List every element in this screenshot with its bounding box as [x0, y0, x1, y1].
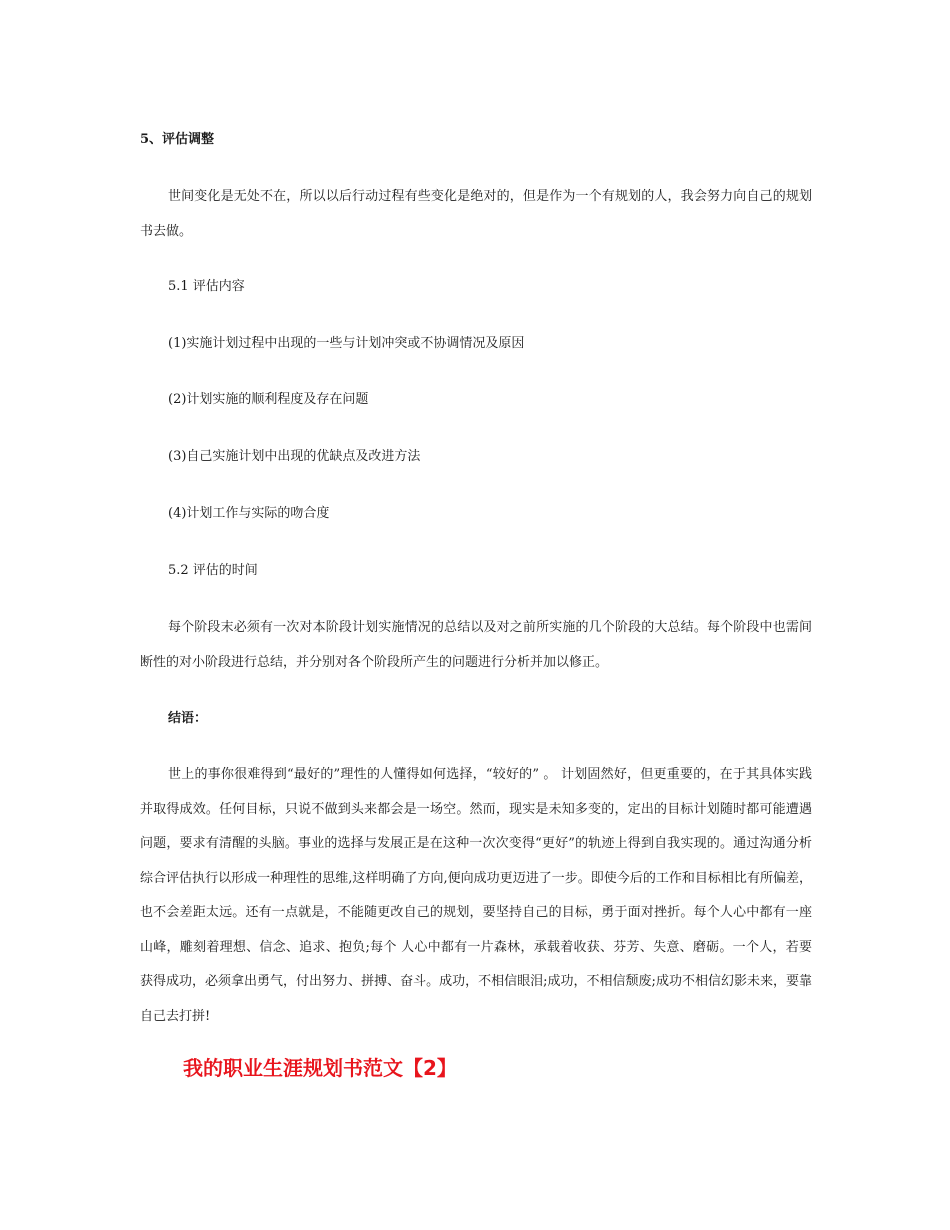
subheading-evaluation-time: 5.2 评估的时间 — [168, 563, 258, 578]
paragraph-conclusion: 世上的事你很难得到“最好的”理性的人懂得如何选择，“较好的” 。 计划固然好，但更重要的，在于其具体实践并取得成效。任何目标，只说不做到头来都会是一场空。然而，现实是未知多变的，定出的目标计划随时都可能遭遇问题，要求有清醒的头脑。事业的选择与发展正是在这种一次次变得“更好”的轨迹上得到自我实现的。通过沟通分析综合评估执行以形成一种理性的思维,这样明确了方向,便向成功更迈进了一步。即使今后的工作和目标相比有所偏差，也不会差距太远。还有一点就是，不能随更改自己的规划，要坚持自己的目标，勇于面对挫折。每个人心中都有一座山峰，雕刻着理想、信念、追求、抱负;每个 人心中都有一片森林，承载着收获、芬芳、失意、磨砺。一个人，若要 获得成功，必须拿出勇气，付出努力、拼搏、奋斗。成功，不相信眼泪;成功，不相信颓废;成功不相信幻影未来，要靠自己去打拼! — [140, 767, 812, 1024]
subheading-evaluation-content: 5.1 评估内容 — [168, 279, 245, 294]
list-item: (4)计划工作与实际的吻合度 — [168, 506, 330, 521]
heading-conclusion: 结语： — [168, 711, 208, 726]
paragraph-intro: 世间变化是无处不在，所以以后行动过程有些变化是绝对的，但是作为一个有规划的人，我会努力向自己的规划书去做。 — [140, 189, 812, 239]
section-title: 我的职业生涯规划书范文【2】 — [183, 1056, 457, 1080]
list-item: (2)计划实施的顺利程度及存在问题 — [168, 392, 369, 407]
list-item: (3)自己实施计划中出现的优缺点及改进方法 — [168, 449, 421, 464]
paragraph-evaluation-time: 每个阶段末必须有一次对本阶段计划实施情况的总结以及对之前所实施的几个阶段的大总结。每个阶段中也需间断性的对小阶段进行总结，并分别对各个阶段所产生的问题进行分析并加以修正。 — [140, 620, 812, 670]
list-item: (1)实施计划过程中出现的一些与计划冲突或不协调情况及原因 — [168, 336, 525, 351]
heading-evaluation-adjustment: 5、评估调整 — [140, 132, 215, 147]
